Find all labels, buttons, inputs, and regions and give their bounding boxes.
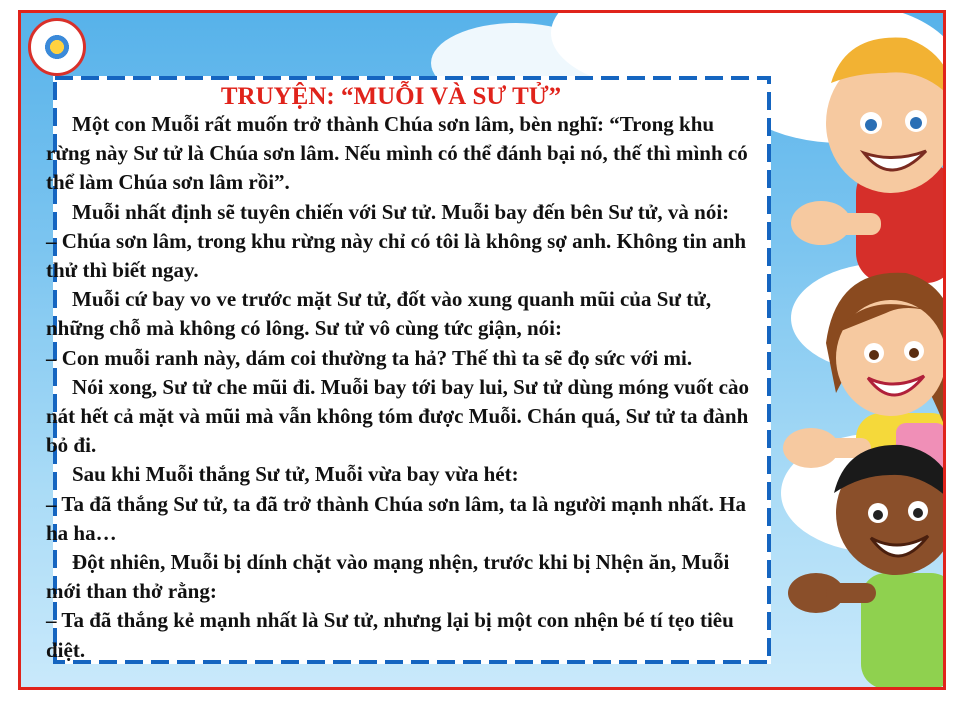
boy-bottom-icon	[788, 445, 946, 689]
story-dialogue: – Chúa sơn lâm, trong khu rừng này chỉ có tôi là không sợ anh. Không tin anh thử thì biết ngay.	[46, 228, 747, 283]
logo-emblem-icon	[43, 33, 71, 61]
story-dialogue: – Ta đã thắng Sư tử, ta đã trở thành Chúa sơn lâm, ta là người mạnh nhất. Ha ha ha…	[46, 491, 746, 545]
story-body	[46, 110, 752, 665]
story-dialogue: – Ta đã thắng kẻ mạnh nhất là Sư tử, nhưng lại bị một con nhện bé tí tẹo tiêu diệt.	[46, 608, 734, 662]
story-paragraph: Nói xong, Sư tử che mũi đi. Muỗi bay tới bay lui, Sư tử dùng móng vuốt cào nát hết cả mặt và mũi mà vẫn không tóm được Muỗi. Chán quá, Sư tử ta đành bỏ đi.	[46, 374, 749, 458]
story-paragraph: Một con Muỗi rất muốn trở thành Chúa sơn lâm, bèn nghĩ: “Trong khu rừng này Sư tử là Chúa sơn lâm. Nếu mình có thể đánh bại nó, thế thì mình có thể làm Chúa sơn lâm rồi”.	[46, 112, 748, 195]
story-dialogue: – Con muỗi ranh này, dám coi thường ta hả? Thế thì ta sẽ đọ sức với mi.	[46, 345, 693, 370]
boy-top-icon	[791, 38, 946, 283]
story-title: TRUYỆN: “MUỖI VÀ SƯ TỬ”	[220, 83, 562, 110]
story-paragraph: Sau khi Muỗi thắng Sư tử, Muỗi vừa bay vừa hét:	[72, 462, 519, 487]
story-paragraph: Đột nhiên, Muỗi bị dính chặt vào mạng nhện, trước khi bị Nhện ăn, Muỗi mới than thở rằng:	[46, 550, 730, 604]
school-logo	[28, 18, 86, 76]
story-paragraph: Muỗi nhất định sẽ tuyên chiến với Sư tử. Muỗi bay đến bên Sư tử, và nói:	[72, 199, 730, 224]
story-paragraph: Muỗi cứ bay vo ve trước mặt Sư tử, đốt vào xung quanh mũi của Sư tử, những chỗ mà không có lông. Sư tử vô cùng tức giận, nói:	[46, 287, 712, 341]
children-illustration	[776, 13, 946, 689]
